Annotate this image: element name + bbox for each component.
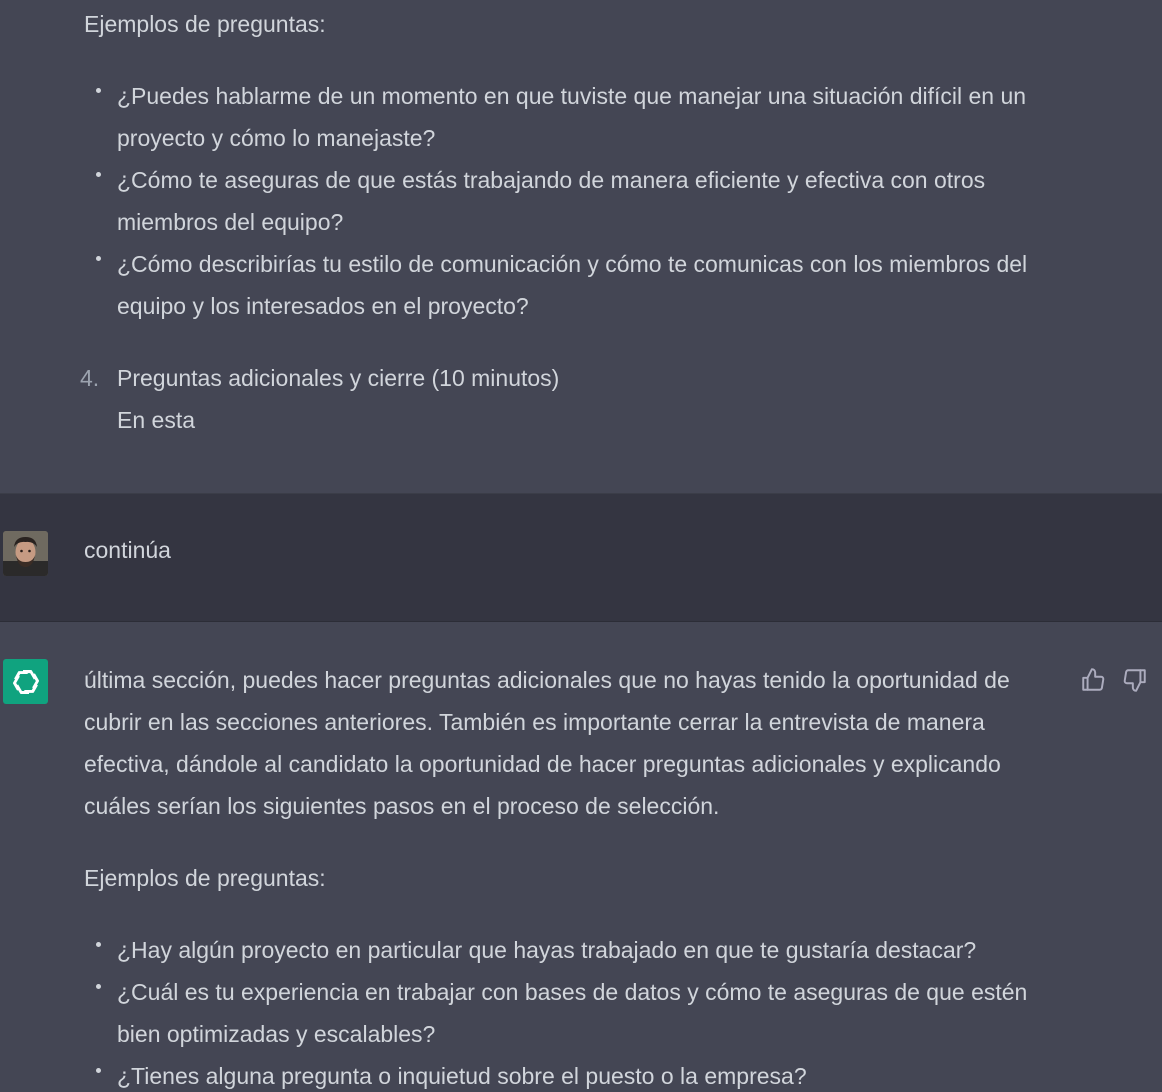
numbered-list-item (80, 357, 1064, 441)
user-message-content (84, 529, 1064, 571)
list-item: ¿Cómo te aseguras de que estás trabajando de manera eficiente y efectiva con otros miembros del equipo? (84, 159, 1064, 243)
assistant-message (0, 622, 1162, 1092)
user-message-text: continúa (84, 537, 171, 563)
assistant-paragraph: última sección, puedes hacer preguntas adicionales que no hayas tenido la oportunidad de cubrir en las secciones anteriores. También es importante cerrar la entrevista de manera efectiva, dándole al candidato la oportunidad de hacer preguntas adicionales y explicando cuáles serían los siguientes pasos en el proceso de selección. (84, 667, 1010, 819)
user-message (0, 494, 1162, 622)
list-item-title: Preguntas adicionales y cierre (10 minutos) (117, 365, 560, 391)
examples-heading: Ejemplos de preguntas: (84, 865, 326, 891)
list-number: 4. (80, 365, 100, 391)
list-item: ¿Hay algún proyecto en particular que hayas trabajado en que te gustaría destacar? (84, 929, 1044, 971)
assistant-message-content (84, 659, 1044, 1092)
assistant-message-top (0, 0, 1162, 494)
list-item: ¿Tienes alguna pregunta o inquietud sobre el puesto o la empresa? (84, 1055, 1044, 1092)
thumbs-down-icon[interactable] (1122, 664, 1148, 690)
assistant-message-content (80, 3, 1064, 441)
thumbs-up-icon[interactable] (1080, 664, 1106, 690)
list-item: ¿Cuál es tu experiencia en trabajar con bases de datos y cómo te aseguras de que estén bien optimizadas y escalables? (84, 971, 1044, 1055)
examples-list (84, 75, 1064, 327)
examples-list (84, 929, 1044, 1092)
openai-logo-icon (3, 659, 48, 704)
user-avatar (3, 531, 48, 576)
feedback-buttons (1080, 664, 1148, 690)
list-item: ¿Puedes hablarme de un momento en que tuviste que manejar una situación difícil en un proyecto y cómo lo manejaste? (84, 75, 1064, 159)
list-item-text: En esta (117, 407, 195, 433)
list-item: ¿Cómo describirías tu estilo de comunicación y cómo te comunicas con los miembros del equipo y los interesados en el proyecto? (84, 243, 1064, 327)
examples-heading: Ejemplos de preguntas: (84, 11, 326, 37)
